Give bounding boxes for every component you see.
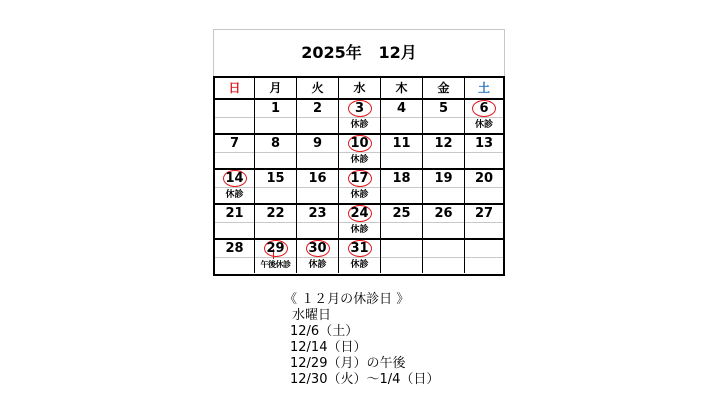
day-note bbox=[215, 223, 254, 237]
holiday-list bbox=[284, 292, 439, 388]
calendar-day-cell bbox=[215, 205, 255, 238]
calendar-week-row bbox=[215, 170, 503, 205]
day-note bbox=[381, 223, 422, 237]
weekday-tue: 火 bbox=[297, 78, 339, 98]
day-note bbox=[423, 188, 464, 202]
day-number: 2 bbox=[312, 101, 323, 116]
calendar-week-row bbox=[215, 100, 503, 135]
day-note: 休診 bbox=[350, 260, 369, 270]
calendar-day-cell bbox=[215, 135, 255, 168]
calendar-day-cell bbox=[465, 205, 503, 238]
calendar-day-cell bbox=[215, 240, 255, 273]
calendar-day-cell bbox=[381, 240, 423, 273]
day-note: 休診 bbox=[225, 190, 244, 200]
calendar-day-cell bbox=[297, 170, 339, 203]
day-note bbox=[423, 258, 464, 272]
day-note bbox=[297, 188, 338, 202]
day-number: 21 bbox=[225, 206, 244, 221]
calendar-day-cell bbox=[297, 240, 339, 273]
calendar-day-cell bbox=[423, 205, 465, 238]
day-note bbox=[465, 188, 503, 202]
calendar-day-cell bbox=[423, 240, 465, 273]
weekday-mon: 月 bbox=[255, 78, 297, 98]
day-number: 30 bbox=[308, 241, 327, 256]
day-note bbox=[381, 153, 422, 167]
day-number: 1 bbox=[270, 101, 281, 116]
day-note bbox=[255, 188, 296, 202]
calendar-week-row bbox=[215, 135, 503, 170]
day-note: 休診 bbox=[474, 120, 493, 130]
day-note bbox=[465, 153, 503, 167]
day-number: 26 bbox=[434, 206, 453, 221]
day-note bbox=[215, 118, 254, 132]
calendar-title-year: 2025年 bbox=[301, 43, 362, 62]
calendar-day-cell bbox=[381, 205, 423, 238]
holiday-list-item: 12/30（火）～1/4（日） bbox=[290, 372, 440, 387]
weekday-header-row bbox=[215, 78, 503, 100]
day-number bbox=[381, 241, 422, 257]
day-note: 休診 bbox=[350, 120, 369, 130]
calendar-week-row bbox=[215, 240, 503, 275]
calendar-day-cell bbox=[255, 240, 297, 273]
day-number: 13 bbox=[474, 136, 494, 151]
day-note bbox=[423, 223, 464, 237]
day-number bbox=[465, 241, 503, 257]
day-number bbox=[423, 241, 464, 257]
day-number: 24 bbox=[350, 206, 369, 221]
day-number: 20 bbox=[474, 171, 494, 186]
day-note bbox=[215, 258, 254, 272]
holiday-list-item: 12/6（土） bbox=[290, 324, 359, 339]
day-number: 23 bbox=[308, 206, 327, 221]
calendar-title bbox=[214, 30, 504, 76]
calendar-title-month: 12月 bbox=[378, 43, 417, 62]
weekday-sun: 日 bbox=[215, 78, 255, 98]
day-note bbox=[297, 223, 338, 237]
calendar-day-cell bbox=[339, 100, 381, 133]
day-number: 12 bbox=[434, 136, 453, 151]
calendar-day-cell bbox=[255, 135, 297, 168]
day-number: 18 bbox=[392, 171, 411, 186]
day-note bbox=[423, 118, 464, 132]
day-note: 休診 bbox=[350, 225, 369, 235]
day-number bbox=[215, 101, 254, 117]
day-number: 16 bbox=[308, 171, 327, 186]
day-number: 10 bbox=[350, 136, 369, 151]
day-note bbox=[215, 153, 254, 167]
calendar-day-cell bbox=[381, 135, 423, 168]
calendar-day-cell bbox=[215, 100, 255, 133]
day-number: 22 bbox=[266, 206, 285, 221]
day-number: 8 bbox=[270, 136, 281, 151]
calendar-day-cell bbox=[297, 135, 339, 168]
calendar-day-cell bbox=[339, 170, 381, 203]
calendar-day-cell bbox=[255, 170, 297, 203]
day-number: 28 bbox=[225, 241, 244, 256]
day-number: 15 bbox=[266, 171, 285, 186]
day-note bbox=[423, 153, 464, 167]
day-number: 31 bbox=[350, 241, 369, 256]
calendar-day-cell bbox=[215, 170, 255, 203]
day-number: 29 bbox=[266, 241, 285, 256]
calendar-day-cell bbox=[255, 100, 297, 133]
holiday-list-item: 12/14（日） bbox=[290, 340, 367, 355]
holiday-list-heading: 《 １２月の休診日 》 bbox=[284, 292, 410, 307]
calendar-day-cell bbox=[297, 205, 339, 238]
calendar-day-cell bbox=[465, 100, 503, 133]
calendar-day-cell bbox=[423, 100, 465, 133]
day-note bbox=[381, 188, 422, 202]
calendar-grid bbox=[213, 76, 505, 276]
calendar-day-cell bbox=[381, 100, 423, 133]
day-note bbox=[297, 153, 338, 167]
weekday-wed: 水 bbox=[339, 78, 381, 98]
day-note: 午後休診 bbox=[260, 260, 291, 269]
day-note bbox=[255, 153, 296, 167]
calendar-day-cell bbox=[465, 240, 503, 273]
day-number: 7 bbox=[229, 136, 240, 151]
calendar-day-cell bbox=[423, 170, 465, 203]
day-number: 27 bbox=[474, 206, 494, 221]
calendar-day-cell bbox=[255, 205, 297, 238]
weekday-fri: 金 bbox=[423, 78, 465, 98]
calendar-day-cell bbox=[339, 205, 381, 238]
calendar-day-cell bbox=[381, 170, 423, 203]
calendar-day-cell bbox=[297, 100, 339, 133]
calendar-day-cell bbox=[465, 135, 503, 168]
holiday-list-item: 水曜日 bbox=[292, 308, 332, 323]
day-number: 9 bbox=[312, 136, 323, 151]
day-note bbox=[297, 118, 338, 132]
calendar-day-cell bbox=[423, 135, 465, 168]
day-note: 休診 bbox=[308, 260, 327, 270]
day-note bbox=[465, 258, 503, 272]
weekday-sat: 土 bbox=[477, 81, 490, 95]
day-note: 休診 bbox=[350, 155, 369, 165]
day-number: 6 bbox=[479, 101, 489, 116]
day-note bbox=[255, 118, 296, 132]
day-number: 3 bbox=[354, 101, 365, 116]
day-number: 17 bbox=[350, 171, 369, 186]
calendar-day-cell bbox=[339, 135, 381, 168]
day-number: 11 bbox=[392, 136, 411, 151]
day-note bbox=[465, 223, 503, 237]
day-number: 14 bbox=[225, 171, 244, 186]
calendar-day-cell bbox=[339, 240, 381, 273]
day-number: 4 bbox=[396, 101, 407, 116]
day-note bbox=[381, 118, 422, 132]
calendar bbox=[213, 29, 505, 275]
day-note: 休診 bbox=[350, 190, 369, 200]
day-number: 5 bbox=[438, 101, 449, 116]
day-note bbox=[255, 223, 296, 237]
holiday-list-item: 12/29（月）の午後 bbox=[290, 356, 406, 371]
day-note bbox=[381, 258, 422, 272]
calendar-day-cell bbox=[465, 170, 503, 203]
day-number: 25 bbox=[392, 206, 411, 221]
calendar-week-row bbox=[215, 205, 503, 240]
day-number: 19 bbox=[434, 171, 453, 186]
weekday-thu: 木 bbox=[381, 78, 423, 98]
